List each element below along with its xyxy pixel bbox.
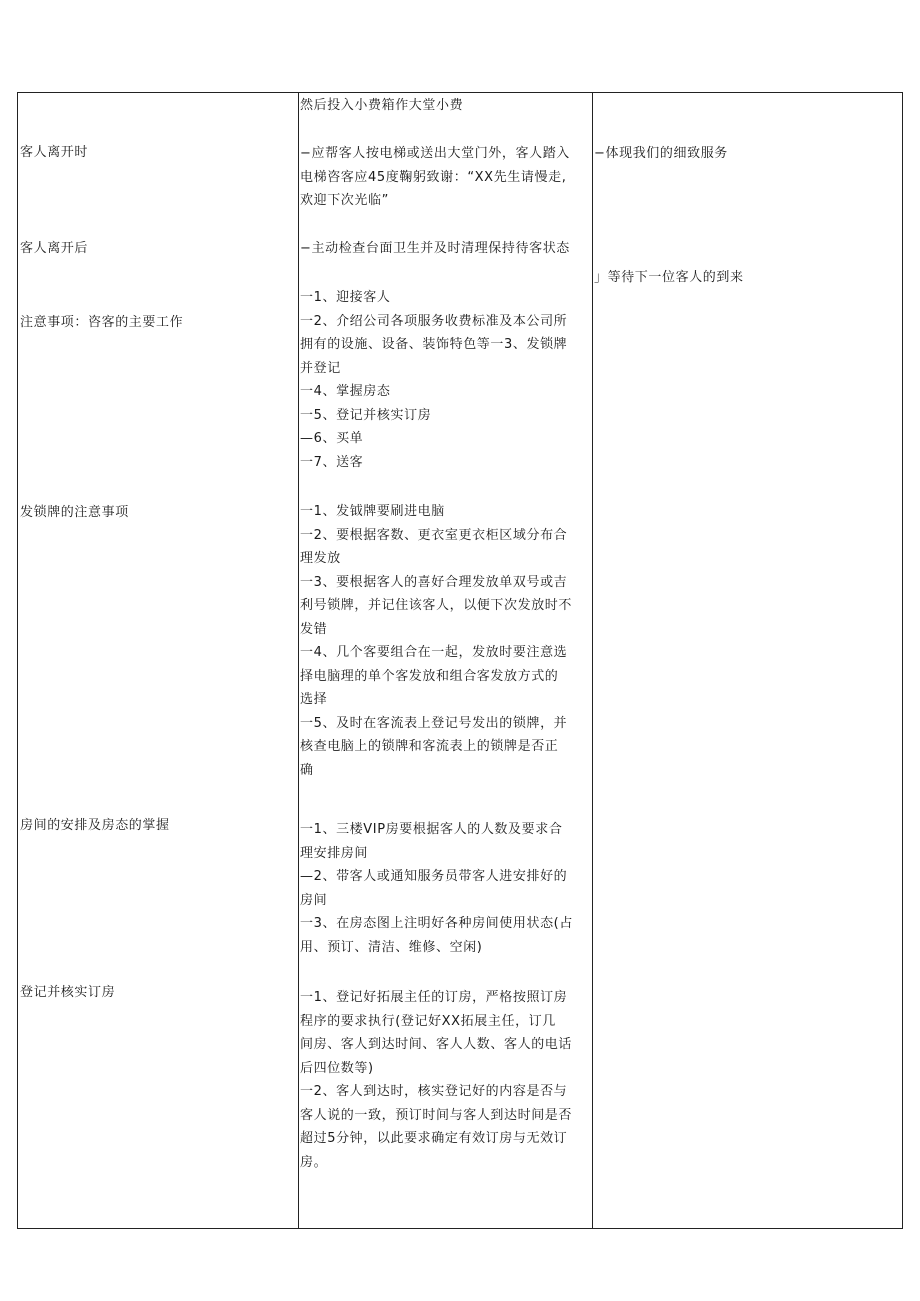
room-line: 一1、三楼VIP房要根据客人的人数及要求合: [300, 822, 563, 837]
duty-line: 拥有的设施、设备、装饰特色等一3、发锁牌: [300, 337, 568, 352]
lock-line: 理发放: [300, 551, 341, 566]
middle-column: [298, 93, 592, 1228]
register-line: 客人说的一致，预订时间与客人到达时间是否: [300, 1107, 573, 1123]
leave-time-line: 欢迎下次光临”: [300, 193, 389, 208]
label-after-leave: 客人离开后: [20, 241, 89, 256]
register-line: 后四位数等): [300, 1060, 374, 1076]
duty-line: 一7、送客: [300, 454, 364, 470]
room-line: 一3、在房态图上注明好各种房间使用状态(占: [300, 916, 573, 931]
label-leave-time: 客人离开时: [20, 145, 89, 160]
lock-line: 一2、要根据客数、更衣室更衣柜区域分布合: [300, 527, 568, 543]
lock-line: 一5、及时在客流表上登记号发出的锁牌，并: [300, 715, 568, 731]
lock-line: 选择: [300, 692, 328, 707]
room-line: 用、预订、清洁、维修、空闲): [300, 939, 483, 955]
duty-line: 一1、迎接客人: [300, 290, 391, 305]
after-leave-line: −主动检查台面卫生并及时清理保持待客状态: [300, 241, 570, 256]
room-arrange-block: [300, 818, 573, 959]
register-line: 一2、客人到达时，核实登记好的内容是否与: [300, 1084, 568, 1099]
duties-block: [300, 286, 567, 474]
note-after-leave: 」等待下一位客人的到来: [594, 270, 744, 285]
duty-line: 一2、介绍公司各项服务收费标准及本公司所: [300, 313, 568, 329]
leave-time-line: −应帮客人按电梯或送出大堂门外，客人踏入: [300, 146, 570, 161]
label-room-arrange-title: 房间的安排及房态的掌握: [20, 818, 170, 833]
register-line: 超过5分钟，以此要求确定有效订房与无效订: [300, 1131, 568, 1146]
register-line: 间房、客人到达时间、客人人数、客人的电话: [300, 1037, 573, 1052]
leave-time-line: 电梯咨客应45度鞠躬致谢：“XX先生请慢走,: [300, 169, 567, 185]
label-notes-title: 注意事项：咨客的主要工作: [20, 315, 184, 330]
lock-line: 一4、几个客要组合在一起，发放时要注意选: [300, 645, 568, 660]
room-line: —2、带客人或通知服务员带客人进安排好的: [300, 869, 568, 884]
register-line: 房。: [300, 1154, 328, 1170]
lock-line: 确: [300, 762, 314, 778]
duty-line: 并登记: [300, 360, 341, 376]
label-register-title: 登记并核实订房: [20, 985, 116, 1000]
document-table: [17, 92, 903, 1229]
lock-line: 利号锁牌，并记住该客人，以便下次发放时不: [300, 598, 573, 613]
duty-line: 一5、登记并核实订房: [300, 407, 432, 423]
lock-line: 一1、发钺牌要刷进电脑: [300, 504, 445, 519]
lock-line: 发错: [300, 621, 328, 637]
register-block: [300, 986, 572, 1174]
room-line: 房间: [300, 892, 328, 908]
register-line: 程序的要求执行(登记好XX拓展主任，订几: [300, 1013, 556, 1029]
lock-line: 核查电脑上的锁牌和客流表上的锁牌是否正: [300, 739, 559, 754]
label-lock-notes-title: 发锁牌的注意事项: [20, 505, 129, 520]
leave-time-block: [300, 142, 570, 213]
duty-line: —6、买单: [300, 431, 364, 446]
lock-line: 择电脑理的单个客发放和组合客发放方式的: [300, 668, 559, 684]
lock-notes-block: [300, 500, 572, 782]
left-column: [18, 93, 298, 1228]
tip-line: 然后投入小费箱作大堂小费: [300, 98, 464, 113]
register-line: 一1、登记好拓展主任的订房，严格按照订房: [300, 990, 568, 1005]
room-line: 理安排房间: [300, 845, 369, 861]
right-column: [592, 93, 902, 1228]
lock-line: 一3、要根据客人的喜好合理发放单双号或吉: [300, 574, 568, 590]
note-leave-time: −体现我们的细致服务: [594, 146, 728, 161]
duty-line: 一4、掌握房态: [300, 384, 391, 399]
